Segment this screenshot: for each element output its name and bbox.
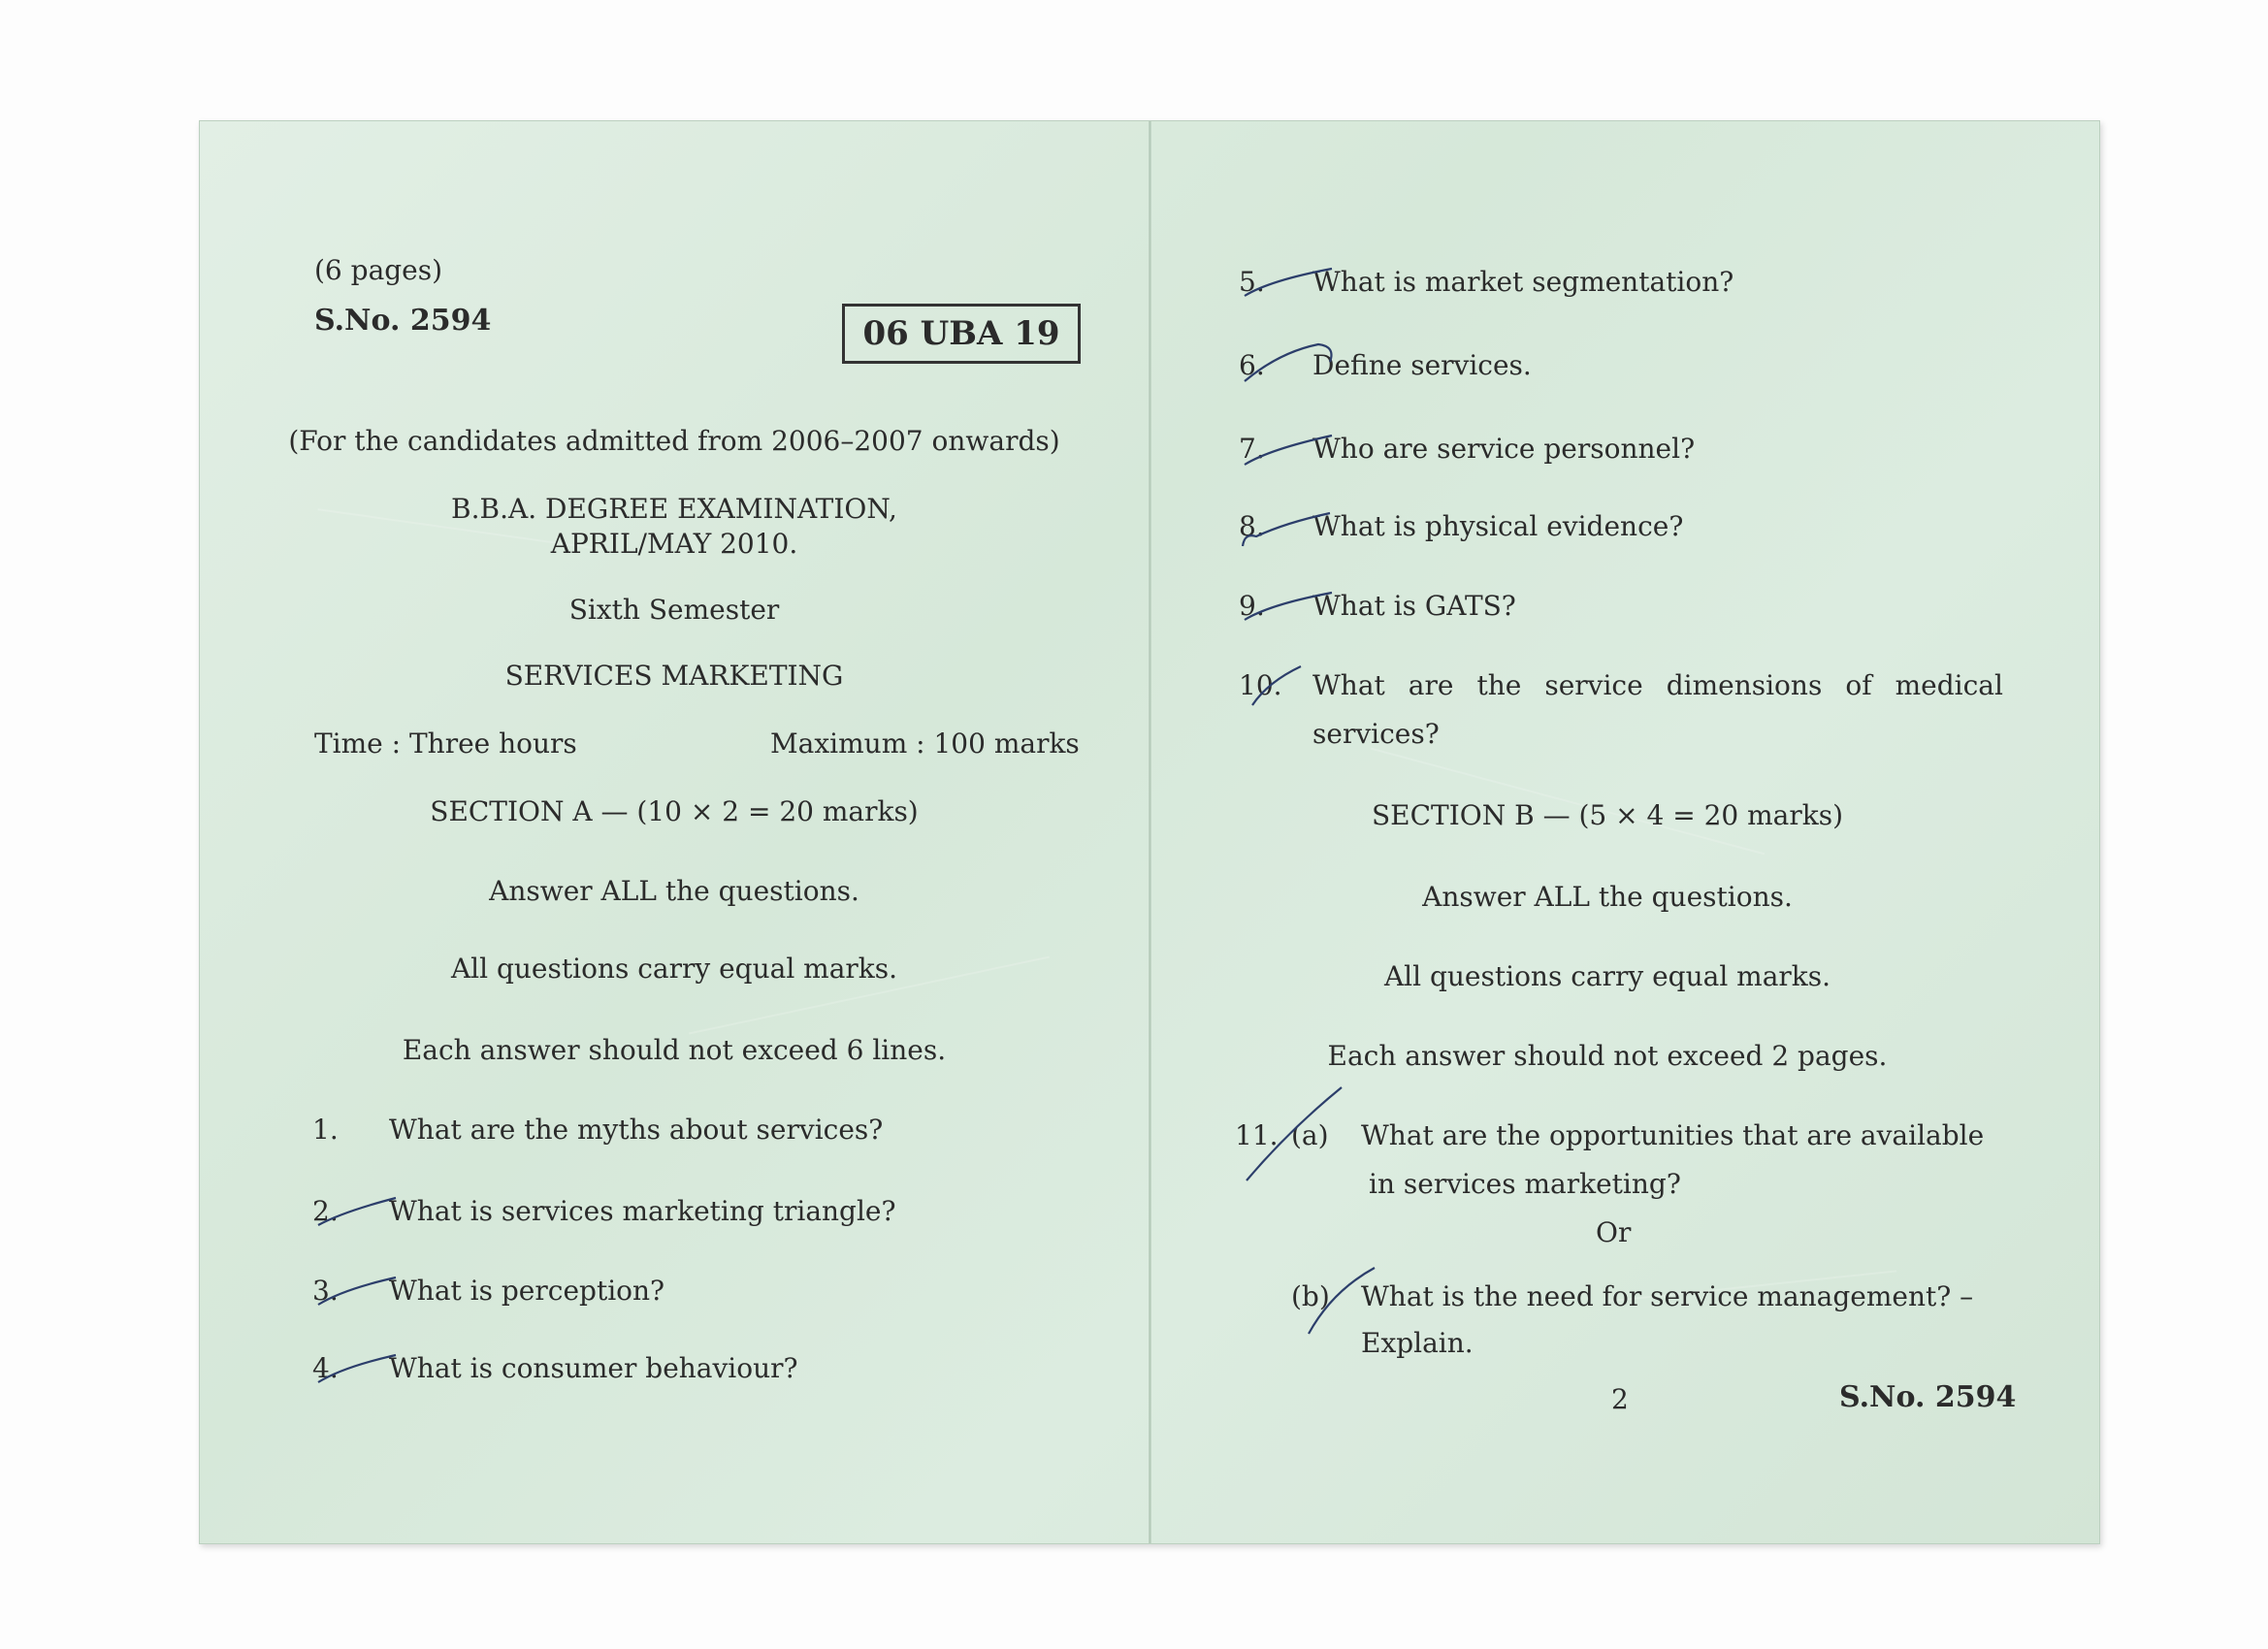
question-number: 1. bbox=[312, 1114, 339, 1146]
question-10-line1 bbox=[1312, 668, 2003, 703]
semester: Sixth Semester bbox=[568, 594, 780, 626]
question-word: What bbox=[1312, 669, 1385, 701]
pen-tick-mark bbox=[314, 1192, 402, 1231]
question-number: 8. bbox=[1239, 510, 1265, 542]
question-11a-line1: What are the opportunities that are available bbox=[1361, 1119, 1985, 1151]
question-text: What is physical evidence? bbox=[1312, 510, 1684, 542]
section-a-title: SECTION A — (10 × 2 = 20 marks) bbox=[430, 795, 919, 827]
question-text: What is perception? bbox=[389, 1275, 665, 1307]
question-text: What is services marketing triangle? bbox=[389, 1195, 896, 1227]
pen-tick-mark bbox=[1237, 507, 1334, 550]
exam-title-line2: APRIL/MAY 2010. bbox=[550, 528, 798, 560]
question-number: 4. bbox=[312, 1352, 339, 1384]
question-word: of bbox=[1845, 669, 1872, 701]
page-count: (6 pages) bbox=[314, 254, 443, 286]
question-word: dimensions bbox=[1666, 669, 1823, 701]
question-text: What is market segmentation? bbox=[1312, 266, 1734, 298]
question-number: 11. bbox=[1235, 1119, 1279, 1151]
subject-title: SERVICES MARKETING bbox=[504, 660, 844, 692]
pen-tick-mark bbox=[314, 1272, 402, 1310]
question-11b-line2: Explain. bbox=[1361, 1327, 1474, 1359]
subject-code: 06 UBA 19 bbox=[842, 304, 1081, 364]
question-text: What is GATS? bbox=[1312, 590, 1516, 622]
question-number: 2. bbox=[312, 1195, 339, 1227]
page-number: 2 bbox=[1611, 1383, 1629, 1415]
question-word: the bbox=[1476, 669, 1522, 701]
right-page bbox=[1151, 121, 2099, 1543]
serial-number: S.No. 2594 bbox=[1839, 1380, 2017, 1414]
question-number: 10. bbox=[1239, 669, 1282, 701]
question-text: Who are service personnel? bbox=[1312, 433, 1696, 465]
option-label: (a) bbox=[1291, 1119, 1329, 1151]
question-text: Define services. bbox=[1312, 349, 1532, 381]
pen-tick-mark bbox=[1241, 587, 1338, 626]
question-word: service bbox=[1544, 669, 1643, 701]
section-b-instruction-1: Answer ALL the questions. bbox=[1422, 881, 1793, 913]
option-label: (b) bbox=[1291, 1280, 1330, 1312]
question-10-line2: services? bbox=[1312, 718, 1440, 750]
or-separator: Or bbox=[1596, 1216, 1632, 1248]
admission-note: (For the candidates admitted from 2006–2007 onwards) bbox=[288, 425, 1060, 457]
section-b-instruction-3: Each answer should not exceed 2 pages. bbox=[1327, 1040, 1888, 1072]
pen-tick-mark bbox=[1241, 333, 1338, 391]
question-11b-line1: What is the need for service management? – bbox=[1361, 1280, 1974, 1312]
exam-title-line1: B.B.A. DEGREE EXAMINATION, bbox=[451, 493, 897, 525]
question-text: What is consumer behaviour? bbox=[389, 1352, 798, 1384]
pen-tick-mark bbox=[1248, 663, 1307, 711]
pen-tick-mark bbox=[1241, 430, 1338, 469]
exam-paper bbox=[199, 120, 2100, 1544]
serial-number: S.No. 2594 bbox=[314, 304, 492, 338]
question-11a-line2: in services marketing? bbox=[1369, 1168, 1681, 1200]
section-a-instruction-2: All questions carry equal marks. bbox=[450, 953, 898, 985]
question-word: are bbox=[1408, 669, 1454, 701]
question-number: 6. bbox=[1239, 349, 1265, 381]
maximum-marks: Maximum : 100 marks bbox=[770, 728, 1080, 760]
pen-tick-mark bbox=[1241, 1082, 1347, 1188]
section-a-instruction-3: Each answer should not exceed 6 lines. bbox=[402, 1034, 947, 1066]
section-a-instruction-1: Answer ALL the questions. bbox=[489, 875, 859, 907]
section-b-instruction-2: All questions carry equal marks. bbox=[1383, 960, 1831, 992]
exam-duration: Time : Three hours bbox=[314, 728, 577, 760]
question-word: medical bbox=[1895, 669, 2003, 701]
pen-tick-mark bbox=[1303, 1262, 1380, 1340]
pen-tick-mark bbox=[314, 1349, 402, 1388]
left-page bbox=[200, 121, 1149, 1543]
section-b-title: SECTION B — (5 × 4 = 20 marks) bbox=[1371, 799, 1843, 831]
question-number: 9. bbox=[1239, 590, 1265, 622]
question-number: 3. bbox=[312, 1275, 339, 1307]
question-number: 5. bbox=[1239, 266, 1265, 298]
question-number: 7. bbox=[1239, 433, 1265, 465]
pen-tick-mark bbox=[1241, 263, 1338, 302]
question-text: What are the myths about services? bbox=[389, 1114, 884, 1146]
